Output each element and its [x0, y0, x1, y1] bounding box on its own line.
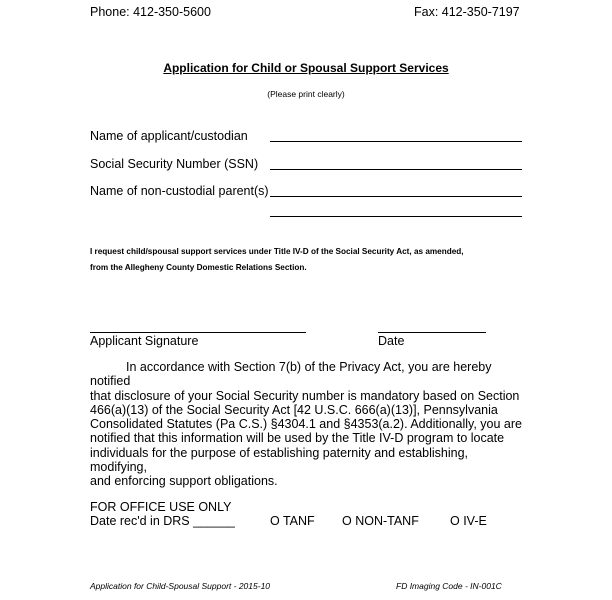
date-received-label: Date rec'd in DRS — [90, 514, 190, 528]
date-label: Date — [378, 334, 405, 348]
applicant-label: Name of applicant/custodian — [90, 129, 248, 143]
noncustodial-input-line-1[interactable] — [270, 196, 522, 197]
privacy-line-4: Consolidated Statutes (Pa C.S.) §4304.1 and §4353(a.2). Additionally, you are — [90, 417, 522, 432]
footer-imaging-code: FD Imaging Code - IN-001C — [396, 581, 502, 591]
option-non-tanf[interactable]: O NON-TANF — [342, 514, 419, 528]
date-line[interactable] — [378, 332, 486, 333]
option-tanf[interactable]: O TANF — [270, 514, 315, 528]
office-use-heading: FOR OFFICE USE ONLY — [90, 500, 232, 514]
privacy-line-5: notified that this information will be used by the Title IV-D program to locate — [90, 431, 505, 446]
privacy-line-1: In accordance with Section 7(b) of the Privacy Act, you are hereby notified — [90, 360, 492, 389]
privacy-line-6: individuals for the purpose of establishing paternity and establishing, modifying, — [90, 445, 469, 475]
noncustodial-input-line-2[interactable] — [270, 216, 522, 217]
signature-label: Applicant Signature — [90, 334, 199, 348]
footer-form-name: Application for Child-Spousal Support - 2015-10 — [90, 581, 271, 591]
signature-line[interactable] — [90, 332, 306, 333]
page-subtitle: (Please print clearly) — [267, 89, 345, 99]
request-statement-line1: I request child/spousal support services under Title IV-D of the Social Security Act, as amended, — [90, 247, 464, 256]
ssn-input-line[interactable] — [270, 169, 522, 170]
fax-number: Fax: 412-350-7197 — [414, 5, 520, 19]
request-statement-line2: from the Allegheny County Domestic Relations Section. — [90, 263, 307, 272]
ssn-label: Social Security Number (SSN) — [90, 157, 259, 171]
noncustodial-label: Name of non-custodial parent(s) — [90, 184, 269, 198]
applicant-input-line[interactable] — [270, 141, 522, 142]
page-title: Application for Child or Spousal Support Services — [163, 61, 449, 75]
privacy-line-2: that disclosure of your Social Security number is mandatory based on Section — [90, 388, 520, 403]
privacy-line-3: 466(a)(13) of the Social Security Act [42 U.S.C. 666(a)(13)], Pennsylvania — [90, 402, 498, 417]
privacy-notice — [90, 360, 525, 489]
date-received-row — [90, 514, 235, 528]
phone-number: Phone: 412-350-5600 — [90, 5, 211, 19]
privacy-line-7: and enforcing support obligations. — [90, 474, 278, 489]
option-iv-e[interactable]: O IV-E — [450, 514, 487, 528]
date-received-blank[interactable]: ______ — [193, 514, 235, 528]
